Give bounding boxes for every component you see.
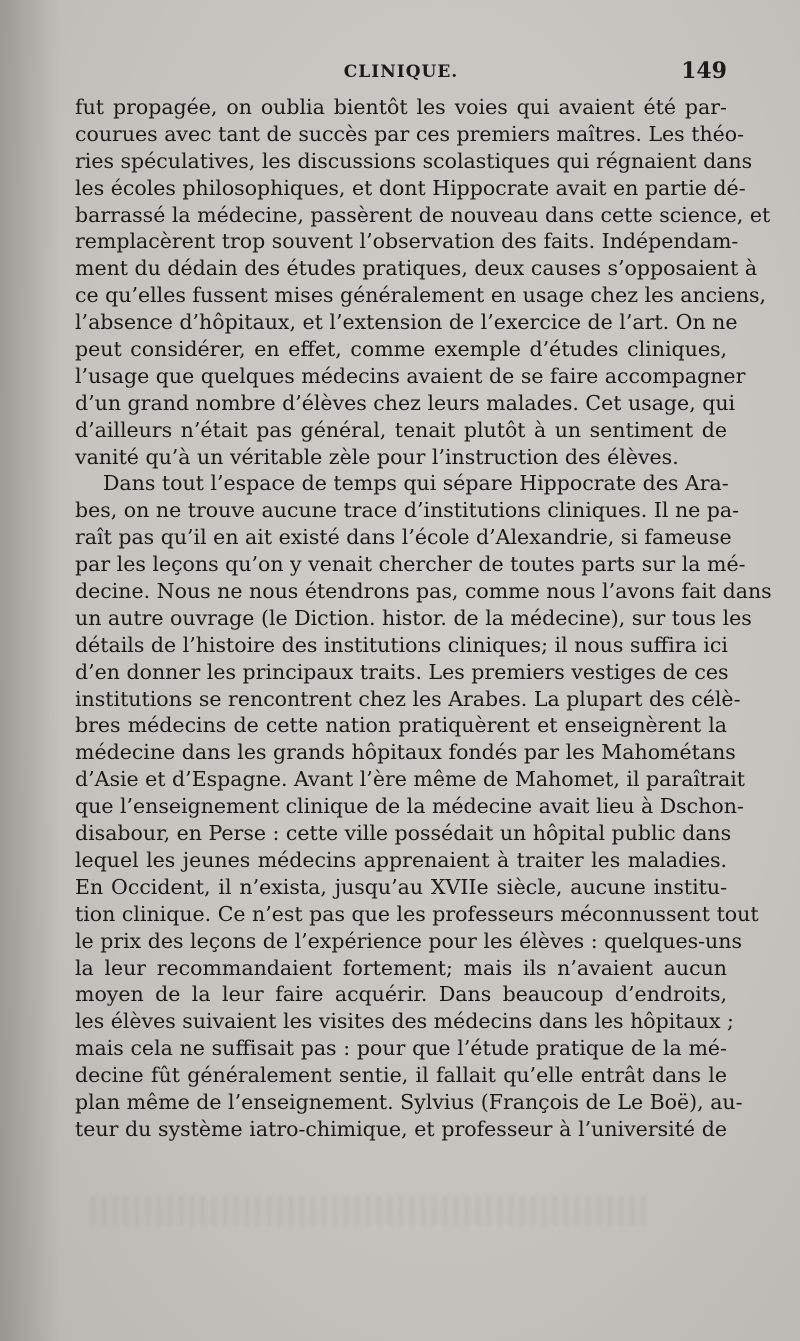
text-line: En Occident, il n’exista, jusqu’au XVIIe siècle, aucune institu-	[75, 874, 727, 899]
page-number: 149	[681, 58, 727, 84]
text-line: peut considérer, en effet, comme exemple d’études cliniques,	[75, 337, 727, 362]
body-text	[75, 94, 772, 1143]
text-line: barrassé la médecine, passèrent de nouveau dans cette science, et	[75, 202, 771, 227]
text-line: raît pas qu’il en ait existé dans l’école d’Alexandrie, si fameuse	[75, 525, 732, 550]
text-line: que l’enseignement clinique de la médecine avait lieu à Dschon-	[75, 794, 744, 819]
show-through-text	[90, 1196, 650, 1226]
text-line: disabour, en Perse : cette ville possédait un hôpital public dans	[75, 821, 732, 846]
text-line: par les leçons qu’on y venait chercher de toutes parts sur la mé-	[75, 552, 746, 577]
text-line: lequel les jeunes médecins apprenaient à traiter les maladies.	[75, 847, 727, 872]
text-line: ment du dédain des études pratiques, deux causes s’opposaient à	[75, 256, 758, 281]
text-line: les écoles philosophiques, et dont Hippocrate avait en partie dé-	[75, 175, 746, 200]
text-line: l’usage que quelques médecins avaient de se faire accompagner	[75, 363, 746, 388]
paragraph-last-line: vanité qu’à un véritable zèle pour l’instruction des élèves.	[75, 444, 679, 469]
page-header	[75, 56, 727, 88]
text-line: détails de l’histoire des institutions cliniques; il nous suffira ici	[75, 632, 728, 657]
text-line: d’ailleurs n’était pas général, tenait plutôt à un sentiment de	[75, 417, 727, 442]
text-line: médecine dans les grands hôpitaux fondés par les Mahométans	[75, 740, 736, 765]
text-line: ries spéculatives, les discussions scolastiques qui régnaient dans	[75, 148, 753, 173]
text-line: un autre ouvrage (le Diction. histor. de la médecine), sur tous les	[75, 605, 752, 630]
text-line: mais cela ne suffisait pas : pour que l’étude pratique de la mé-	[75, 1036, 727, 1061]
text-line: l’absence d’hôpitaux, et l’extension de l’exercice de l’art. On ne	[75, 310, 738, 335]
text-line: la leur recommandaient fortement; mais ils n’avaient aucun	[75, 955, 727, 980]
gutter-shadow	[0, 0, 60, 1341]
running-head: CLINIQUE.	[343, 62, 459, 82]
text-line: d’Asie et d’Espagne. Avant l’ère même de Mahomet, il paraîtrait	[75, 767, 746, 792]
text-line: les élèves suivaient les visites des médecins dans les hôpitaux ;	[75, 1009, 734, 1034]
text-line: tion clinique. Ce n’est pas que les professeurs méconnussent tout	[75, 901, 759, 926]
text-line: bres médecins de cette nation pratiquèrent et enseignèrent la	[75, 713, 727, 738]
text-line: courues avec tant de succès par ces premiers maîtres. Les théo-	[75, 121, 745, 146]
paragraph-first-line: Dans tout l’espace de temps qui sépare Hippocrate des Ara-	[103, 471, 729, 496]
text-line: ce qu’elles fussent mises généralement en usage chez les anciens,	[75, 283, 767, 308]
text-line: d’en donner les principaux traits. Les premiers vestiges de ces	[75, 659, 729, 684]
text-line: d’un grand nombre d’élèves chez leurs malades. Cet usage, qui	[75, 390, 736, 415]
text-line: le prix des leçons de l’expérience pour les élèves : quelques-uns	[75, 928, 742, 953]
text-line: decine fût généralement sentie, il fallait qu’elle entrât dans le	[75, 1063, 727, 1088]
text-line: bes, on ne trouve aucune trace d’institutions cliniques. Il ne pa-	[75, 498, 740, 523]
text-line: decine. Nous ne nous étendrons pas, comme nous l’avons fait dans	[75, 579, 772, 604]
text-line: moyen de la leur faire acquérir. Dans beaucoup d’endroits,	[75, 982, 727, 1007]
text-line: institutions se rencontrent chez les Arabes. La plupart des célè-	[75, 686, 741, 711]
text-line: teur du système iatro-chimique, et professeur à l’université de	[75, 1116, 727, 1141]
text-line: remplacèrent trop souvent l’observation des faits. Indépendam-	[75, 229, 739, 254]
text-line: plan même de l’enseignement. Sylvius (François de Le Boë), au-	[75, 1089, 743, 1114]
text-line: fut propagée, on oublia bientôt les voies qui avaient été par-	[75, 95, 727, 119]
